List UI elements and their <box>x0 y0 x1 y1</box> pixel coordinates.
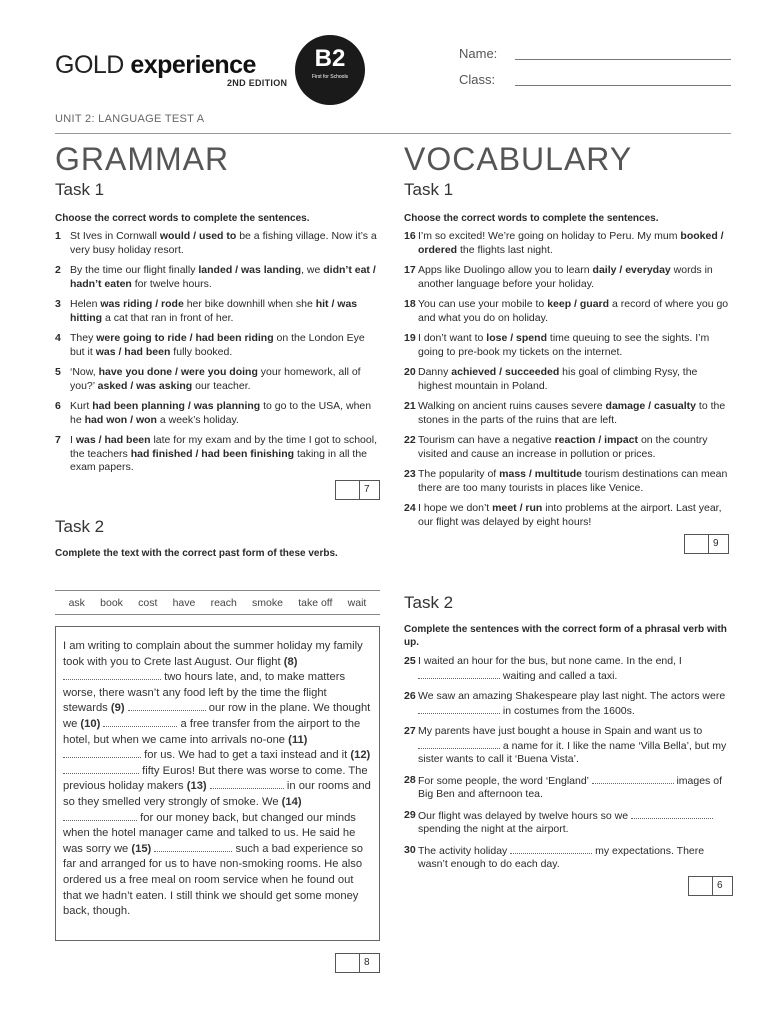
question-text: By the time our flight finally landed / was landing, we didn’t eat / hadn’t eaten for twelve hours. <box>70 264 376 290</box>
question-text: Our flight was delayed by twelve hours so we spending the night at the airport. <box>418 810 713 836</box>
question-text: I waited an hour for the bus, but none came. In the end, I waiting and called a taxi. <box>418 655 682 682</box>
word-bank-item: ask <box>68 596 85 609</box>
phrasal-question-26[interactable] <box>404 690 729 718</box>
answer-gap[interactable] <box>418 704 500 714</box>
question-number: 25 <box>404 655 416 667</box>
question-number: 2 <box>55 264 61 276</box>
vocabulary-question-22[interactable] <box>404 434 729 461</box>
answer-options[interactable]: damage / casualty <box>605 400 697 412</box>
question-text: For some people, the word ‘England’ images of Big Ben and afternoon tea. <box>418 774 722 800</box>
score-total: 9 <box>713 538 719 549</box>
gap-number: (14) <box>281 795 302 808</box>
grammar-task2-score-box[interactable] <box>335 953 380 973</box>
grammar-question-4[interactable] <box>55 332 380 359</box>
question-number: 20 <box>404 366 416 378</box>
grammar-task2-header <box>55 515 380 565</box>
score-divider <box>359 954 360 972</box>
page-header <box>55 35 731 125</box>
text-part: in our rooms and so they smelled very strongly of smoke. We <box>63 780 371 808</box>
question-text: We saw an amazing Shakespeare play last night. The actors were in costumes from the 1600s. <box>418 690 726 717</box>
word-bank-item: smoke <box>252 596 283 609</box>
vocabulary-question-23[interactable] <box>404 468 729 495</box>
vocabulary-question-18[interactable] <box>404 298 729 325</box>
grammar-question-6[interactable] <box>55 400 380 427</box>
phrasal-question-28[interactable] <box>404 774 729 802</box>
vocabulary-task1-list <box>404 230 729 529</box>
question-number: 23 <box>404 468 416 480</box>
text-part: a free transfer from the airport to the hotel, but when we came into arrivals no-one <box>63 717 361 746</box>
vocabulary-question-20[interactable] <box>404 366 729 393</box>
score-total: 6 <box>717 880 723 891</box>
level-badge <box>295 35 365 105</box>
question-text: You can use your mobile to keep / guard a record of where you go and what you do on holiday. <box>418 298 729 324</box>
badge-level: B2 <box>314 45 346 72</box>
word-bank <box>55 590 380 615</box>
phrasal-question-29[interactable] <box>404 809 729 837</box>
vocabulary-task2-instruction: Complete the sentences with the correct form of a phrasal verb with up. <box>404 624 727 648</box>
question-number: 28 <box>404 773 416 786</box>
gap-number: (8) <box>283 655 298 668</box>
question-number: 1 <box>55 230 61 242</box>
score-divider <box>359 481 360 499</box>
answer-gap-14[interactable] <box>63 811 137 821</box>
text-part: I am writing to complain about the summer holiday my family took with you to Crete last August. Our flight <box>63 640 363 668</box>
question-number: 19 <box>404 332 416 344</box>
answer-options[interactable]: booked / ordered <box>418 230 724 256</box>
text-part: two hours late, and, to make matters worse, there wasn’t any food left by the time the flight stewards <box>63 671 346 715</box>
vocabulary-task2-list <box>404 655 729 872</box>
answer-options[interactable]: were going to ride / had been riding <box>96 332 274 344</box>
grammar-question-3[interactable] <box>55 298 380 325</box>
grammar-section <box>55 140 380 482</box>
answer-gap[interactable] <box>510 844 592 854</box>
vocabulary-question-19[interactable] <box>404 332 729 359</box>
question-number: 21 <box>404 400 416 412</box>
text-part: such a bad experience so far and arranged for us to have non-smoking rooms. He also ordered us a free meal on room service when he found out that we hadn’t eaten. I still think we should get some money back, though. <box>63 842 364 918</box>
question-number: 26 <box>404 690 416 702</box>
answer-options[interactable]: mass / multitude <box>499 468 582 480</box>
grammar-question-2[interactable] <box>55 264 380 291</box>
answer-options[interactable]: was / had been <box>75 434 151 446</box>
badge-subtitle: First for Schools <box>311 74 349 80</box>
word-bank-item: book <box>100 596 123 609</box>
gap-number: (12) <box>350 749 371 762</box>
question-text: Kurt had been planning / was planning to go to the USA, when he had won / won a week’s holiday. <box>70 400 372 426</box>
answer-options[interactable]: lose / spend <box>486 332 547 344</box>
vocabulary-task1-score-box[interactable] <box>684 534 729 554</box>
vocabulary-section <box>404 140 729 536</box>
logo-gold: GOLD <box>55 51 124 79</box>
grammar-question-5[interactable] <box>55 366 380 393</box>
grammar-question-1[interactable] <box>55 230 380 257</box>
question-number: 29 <box>404 808 416 821</box>
answer-gap-8[interactable] <box>63 670 161 680</box>
grammar-task2-instruction: Complete the text with the correct past form of these verbs. <box>55 548 338 559</box>
answer-options[interactable]: was / had been <box>95 345 171 358</box>
answer-options[interactable]: daily / everyday <box>592 264 671 276</box>
class-field[interactable] <box>459 72 495 87</box>
answer-options[interactable]: asked / was asking <box>97 379 193 392</box>
question-number: 17 <box>404 264 416 276</box>
question-text: Walking on ancient ruins causes severe damage / casualty to the stones in the parts of the ruins that are left. <box>418 400 726 426</box>
vocabulary-question-17[interactable] <box>404 264 729 291</box>
answer-options[interactable]: had finished / had been finishing <box>130 447 295 460</box>
question-text: I don’t want to lose / spend time queuing to see the sights. I’m going to pre-book my tickets on the internet. <box>418 332 710 358</box>
gap-number: (10) <box>80 717 101 730</box>
answer-options[interactable]: landed / was landing <box>198 264 302 276</box>
answer-gap[interactable] <box>418 739 500 749</box>
answer-options[interactable]: keep / guard <box>547 298 610 310</box>
vocabulary-question-21[interactable] <box>404 400 729 427</box>
score-divider <box>708 535 709 553</box>
answer-gap-12[interactable] <box>63 764 139 774</box>
question-text: Helen was riding / rode her bike downhill when she hit / was hitting a cat that ran in front of her. <box>70 298 358 324</box>
vocabulary-question-16[interactable] <box>404 230 729 257</box>
answer-gap[interactable] <box>631 809 713 819</box>
answer-options[interactable]: meet / run <box>492 502 543 514</box>
answer-options[interactable]: had won / won <box>84 413 157 426</box>
grammar-question-7[interactable] <box>55 434 380 475</box>
answer-gap-13[interactable] <box>210 779 284 789</box>
score-total: 8 <box>364 957 370 968</box>
question-text: Apps like Duolingo allow you to learn daily / everyday words in another language before your holiday. <box>418 264 713 290</box>
text-part: fifty Euros! But there was worse to come. The previous holiday makers <box>63 764 368 793</box>
question-text: ‘Now, have you done / were you doing your homework, all of you?’ asked / was asking our teacher. <box>70 366 361 392</box>
question-number: 24 <box>404 502 416 514</box>
answer-gap[interactable] <box>592 774 674 784</box>
gap-number: (15) <box>131 842 152 855</box>
word-bank-item: reach <box>210 596 237 609</box>
class-label: Class: <box>459 72 496 87</box>
answer-gap[interactable] <box>418 669 500 679</box>
gap-number: (13) <box>186 780 207 793</box>
question-number: 18 <box>404 298 416 310</box>
question-text: I was / had been late for my exam and by the time I got to school, the teachers had finished / had been finishing taking in all the exam papers. <box>70 434 377 473</box>
score-total: 7 <box>364 484 370 495</box>
grammar-heading: GRAMMAR <box>55 141 230 177</box>
answer-options[interactable]: would / used to <box>159 230 237 242</box>
answer-options[interactable]: hit / was hitting <box>70 298 358 324</box>
question-number: 7 <box>55 434 61 446</box>
text-part: for our money back, but changed our minds when the hotel manager came and talked to us. He said he was sorry we <box>63 811 356 855</box>
brand-logo <box>55 51 256 80</box>
grammar-task1-title: Task 1 <box>55 180 105 199</box>
answer-gap-15[interactable] <box>154 842 232 852</box>
vocabulary-task2-title: Task 2 <box>404 593 454 612</box>
grammar-task1-list <box>55 230 380 475</box>
name-line[interactable] <box>515 59 731 60</box>
word-bank-item: have <box>172 596 196 609</box>
question-number: 27 <box>404 725 416 737</box>
gap-number: (9) <box>110 702 125 715</box>
vocabulary-task2-section <box>404 591 729 879</box>
word-bank-item: wait <box>347 596 367 609</box>
answer-gap-9[interactable] <box>128 701 206 711</box>
vocabulary-heading: VOCABULARY <box>404 141 633 177</box>
question-number: 6 <box>55 400 61 412</box>
answer-options[interactable]: had been planning / was planning <box>92 400 261 412</box>
unit-title: UNIT 2: LANGUAGE TEST A <box>55 113 205 125</box>
answer-options[interactable]: reaction / impact <box>554 434 639 446</box>
question-text: The popularity of mass / multitude tourism destinations can mean there are too many tourists in places like Venice. <box>418 468 728 494</box>
question-text: I hope we don’t meet / run into problems at the airport. Last year, our flight was delayed by eight hours! <box>418 502 722 528</box>
header-divider <box>55 133 731 134</box>
name-field[interactable] <box>459 46 497 61</box>
question-text: St Ives in Cornwall would / used to be a fishing village. Now it’s a very busy holiday resort. <box>70 230 377 256</box>
phrasal-question-27[interactable] <box>404 725 729 767</box>
vocabulary-task1-title: Task 1 <box>404 180 454 199</box>
question-text: The activity holiday my expectations. There wasn’t enough to do each day. <box>418 844 705 870</box>
grammar-task1-score-box[interactable] <box>335 480 380 500</box>
question-number: 16 <box>404 230 416 242</box>
word-bank-item: cost <box>138 596 158 609</box>
name-label: Name: <box>459 46 498 61</box>
question-text: Tourism can have a negative reaction / impact on the country visited and cause an increase in pollution or prices. <box>418 434 708 460</box>
answer-gap-11[interactable] <box>63 748 141 758</box>
text-part: our row in the plane. We thought we <box>63 702 371 730</box>
question-number: 5 <box>55 366 61 378</box>
answer-options[interactable]: achieved / succeeded <box>451 366 560 378</box>
question-text: I’m so excited! We’re going on holiday to Peru. My mum booked / ordered the flights last night. <box>418 230 724 256</box>
question-number: 3 <box>55 298 61 310</box>
edition-label: 2ND EDITION <box>227 78 288 88</box>
grammar-task2-title: Task 2 <box>55 517 105 536</box>
question-text: They were going to ride / had been riding on the London Eye but it was / had been fully booked. <box>70 332 365 358</box>
vocabulary-task2-score-box[interactable] <box>688 876 733 896</box>
question-number: 30 <box>404 843 416 856</box>
grammar-task1-instruction: Choose the correct words to complete the sentences. <box>55 213 310 224</box>
text-part: for us. We had to get a taxi instead and it <box>144 749 348 762</box>
vocabulary-question-24[interactable] <box>404 502 729 529</box>
question-text: My parents have just bought a house in Spain and want us to a name for it. I like the name ‘Villa Bella’, but my sister wants to call it ‘Buena Vista’. <box>418 725 727 765</box>
answer-options[interactable]: have you done / were you doing <box>98 366 258 378</box>
vocabulary-task1-instruction: Choose the correct words to complete the sentences. <box>404 213 659 224</box>
phrasal-question-25[interactable] <box>404 655 729 683</box>
word-bank-item: take off <box>298 596 333 609</box>
question-number: 22 <box>404 434 416 446</box>
class-line[interactable] <box>515 85 731 86</box>
question-number: 4 <box>55 332 61 344</box>
gap-fill-text <box>55 626 380 941</box>
question-text: Danny achieved / succeeded his goal of climbing Rysy, the highest mountain in Poland. <box>418 366 698 392</box>
answer-options[interactable]: was riding / rode <box>100 298 184 310</box>
phrasal-question-30[interactable] <box>404 844 729 872</box>
answer-options[interactable]: didn’t eat / hadn’t eaten <box>70 264 376 290</box>
gap-number: (11) <box>288 733 308 746</box>
score-divider <box>712 877 713 895</box>
logo-experience: experience <box>130 51 256 79</box>
answer-gap-10[interactable] <box>103 717 177 727</box>
